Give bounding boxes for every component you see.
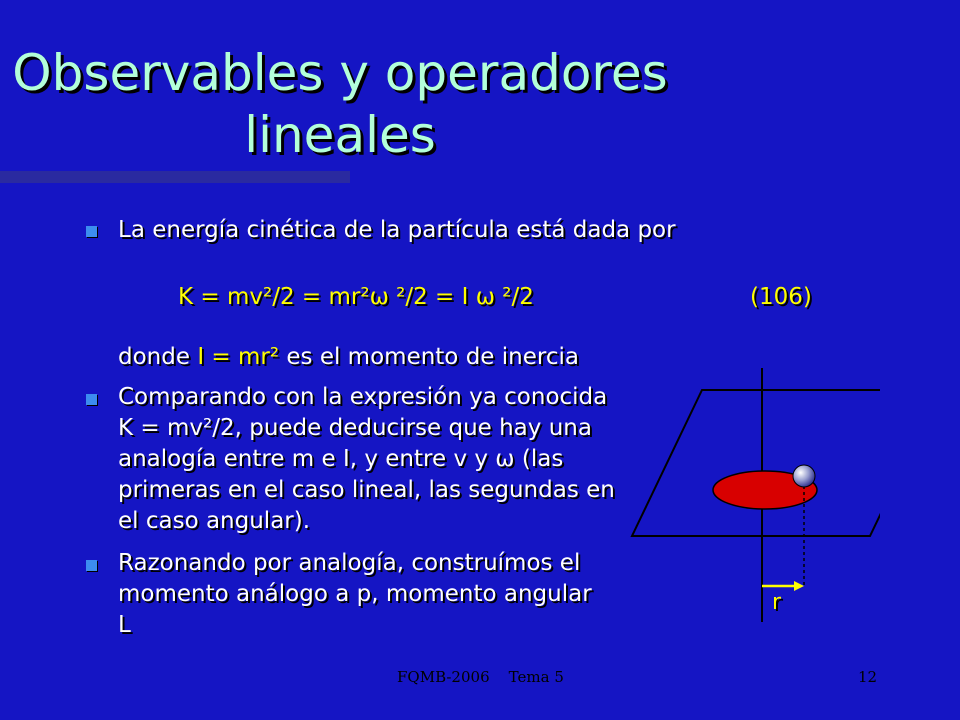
bullet-3-line: L <box>118 612 131 638</box>
inertia-definition <box>118 342 579 373</box>
bullet-text-2 <box>118 382 615 537</box>
bullet-2-line: el caso angular). <box>118 508 311 534</box>
radius-label: r <box>772 590 782 615</box>
bullet-2-line: primeras en el caso lineal, las segundas en <box>118 477 615 503</box>
slide-title-line2: lineales <box>244 106 436 164</box>
bullet-square-icon <box>86 226 97 237</box>
slide-title-line1: Observables y operadores <box>12 44 668 102</box>
rotation-diagram <box>620 360 880 630</box>
radius-arrowhead-icon <box>794 581 804 591</box>
bullet-square-icon <box>86 394 97 405</box>
bullet-2-line: K = mv²/2, puede deducirse que hay una <box>118 415 592 441</box>
footer-course: FQMB-2006 Tema 5 <box>397 668 564 686</box>
inertia-suffix: es el momento de inercia <box>279 344 579 370</box>
plane <box>632 390 880 536</box>
bullet-2-line: Comparando con la expresión ya conocida <box>118 384 608 410</box>
equation: K = mv²/2 = mr²ω ²/2 = I ω ²/2 <box>178 284 534 310</box>
equation-number: (106) <box>750 284 812 310</box>
bullet-3-line: Razonando por analogía, construímos el <box>118 550 581 576</box>
particle-ball <box>793 465 815 487</box>
inertia-prefix: donde <box>118 344 198 370</box>
title-underline-bar <box>0 171 350 183</box>
page-number: 12 <box>858 668 878 686</box>
inertia-formula: I = mr² <box>197 344 280 370</box>
bullet-3-line: momento análogo a p, momento angular <box>118 581 592 607</box>
bullet-2-line: analogía entre m e I, y entre v y ω (las <box>118 446 564 472</box>
bullet-text-1: La energía cinética de la partícula está dada por <box>118 217 676 243</box>
bullet-square-icon <box>86 560 97 571</box>
bullet-text-3 <box>118 548 592 641</box>
